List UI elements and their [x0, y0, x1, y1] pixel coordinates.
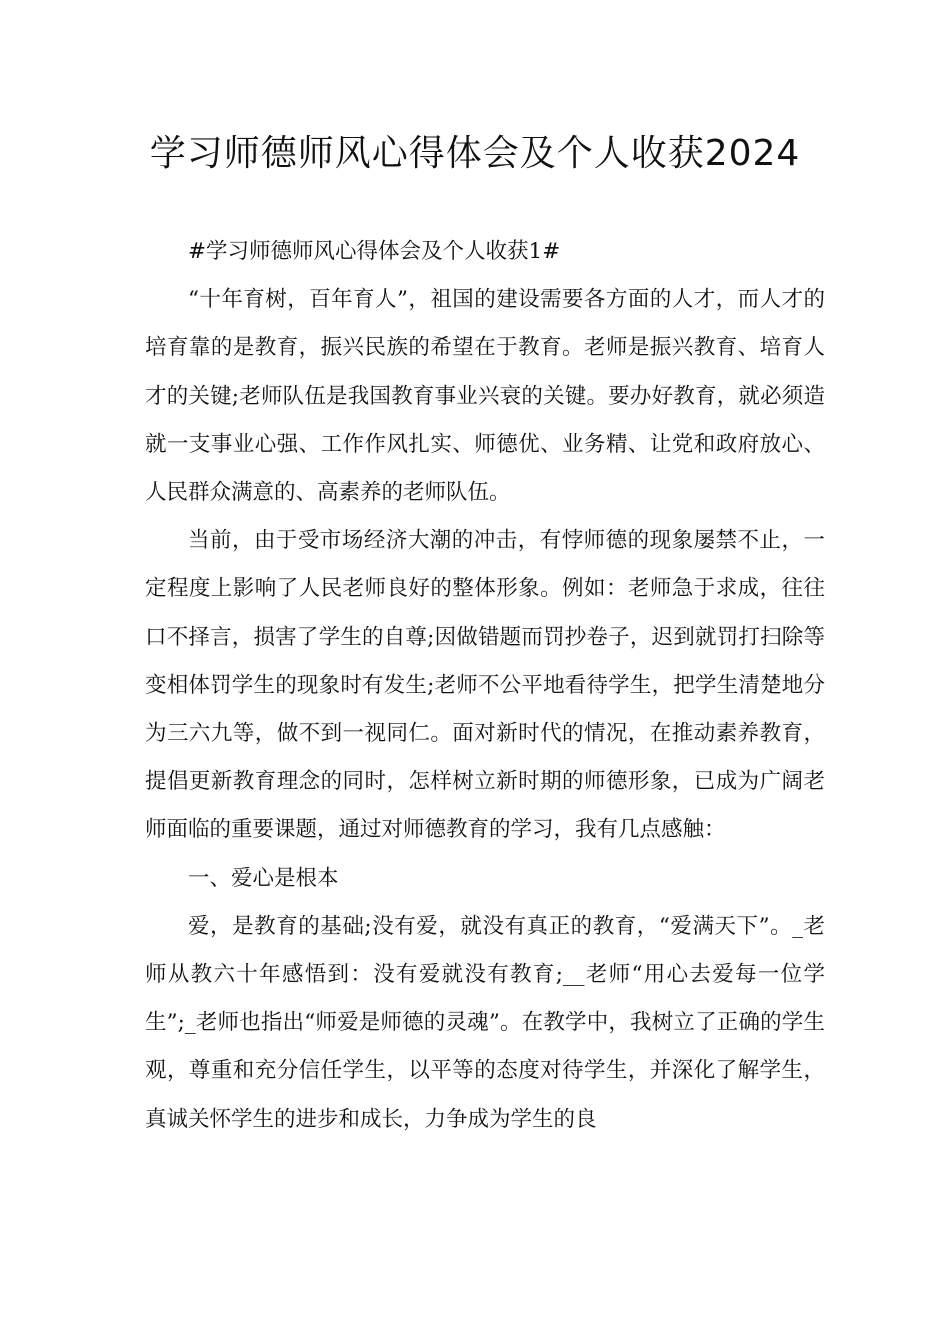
- paragraph: 当前，由于受市场经济大潮的冲击，有悖师德的现象屡禁不止，一定程度上影响了人民老师良好的整体形象。例如：老师急于求成，往往口不择言，损害了学生的自尊;因做错题而罚抄卷子，迟到就罚打扫除等变相体罚学生的现象时有发生;老师不公平地看待学生，把学生清楚地分为三六九等，做不到一视同仁。面对新时代的情况，在推动素养教育，提倡更新教育理念的同时，怎样树立新时期的师德形象，已成为广阔老师面临的重要课题，通过对师德教育的学习，我有几点感触：: [145, 528, 825, 843]
- paragraph: 爱，是教育的基础;没有爱，就没有真正的教育，“爱满天下”。_老师从教六十年感悟到：没有爱就没有教育;__老师“用心去爱每一位学生”;_老师也指出“师爱是师德的灵魂”。在教学中，我树立了正确的学生观，尊重和充分信任学生，以平等的态度对待学生，并深化了解学生，真诚关怀学生的进步和成长，力争成为学生的良: [145, 913, 825, 1132]
- document-title: 学习师德师风心得体会及个人收获2024: [149, 133, 801, 174]
- paragraph: “十年育树，百年育人”，祖国的建设需要各方面的人才，而人才的培育靠的是教育，振兴民族的希望在于教育。老师是振兴教育、培育人才的关键;老师队伍是我国教育事业兴衰的关键。要办好教育，就必须造就一支事业心强、工作作风扎实、师德优、业务精、让党和政府放心、人民群众满意的、高素养的老师队伍。: [145, 287, 825, 506]
- subsection-heading: 一、爱心是根本: [188, 865, 339, 891]
- document-body: [145, 228, 825, 1144]
- section-heading: #学习师德师风心得体会及个人收获1#: [188, 239, 561, 264]
